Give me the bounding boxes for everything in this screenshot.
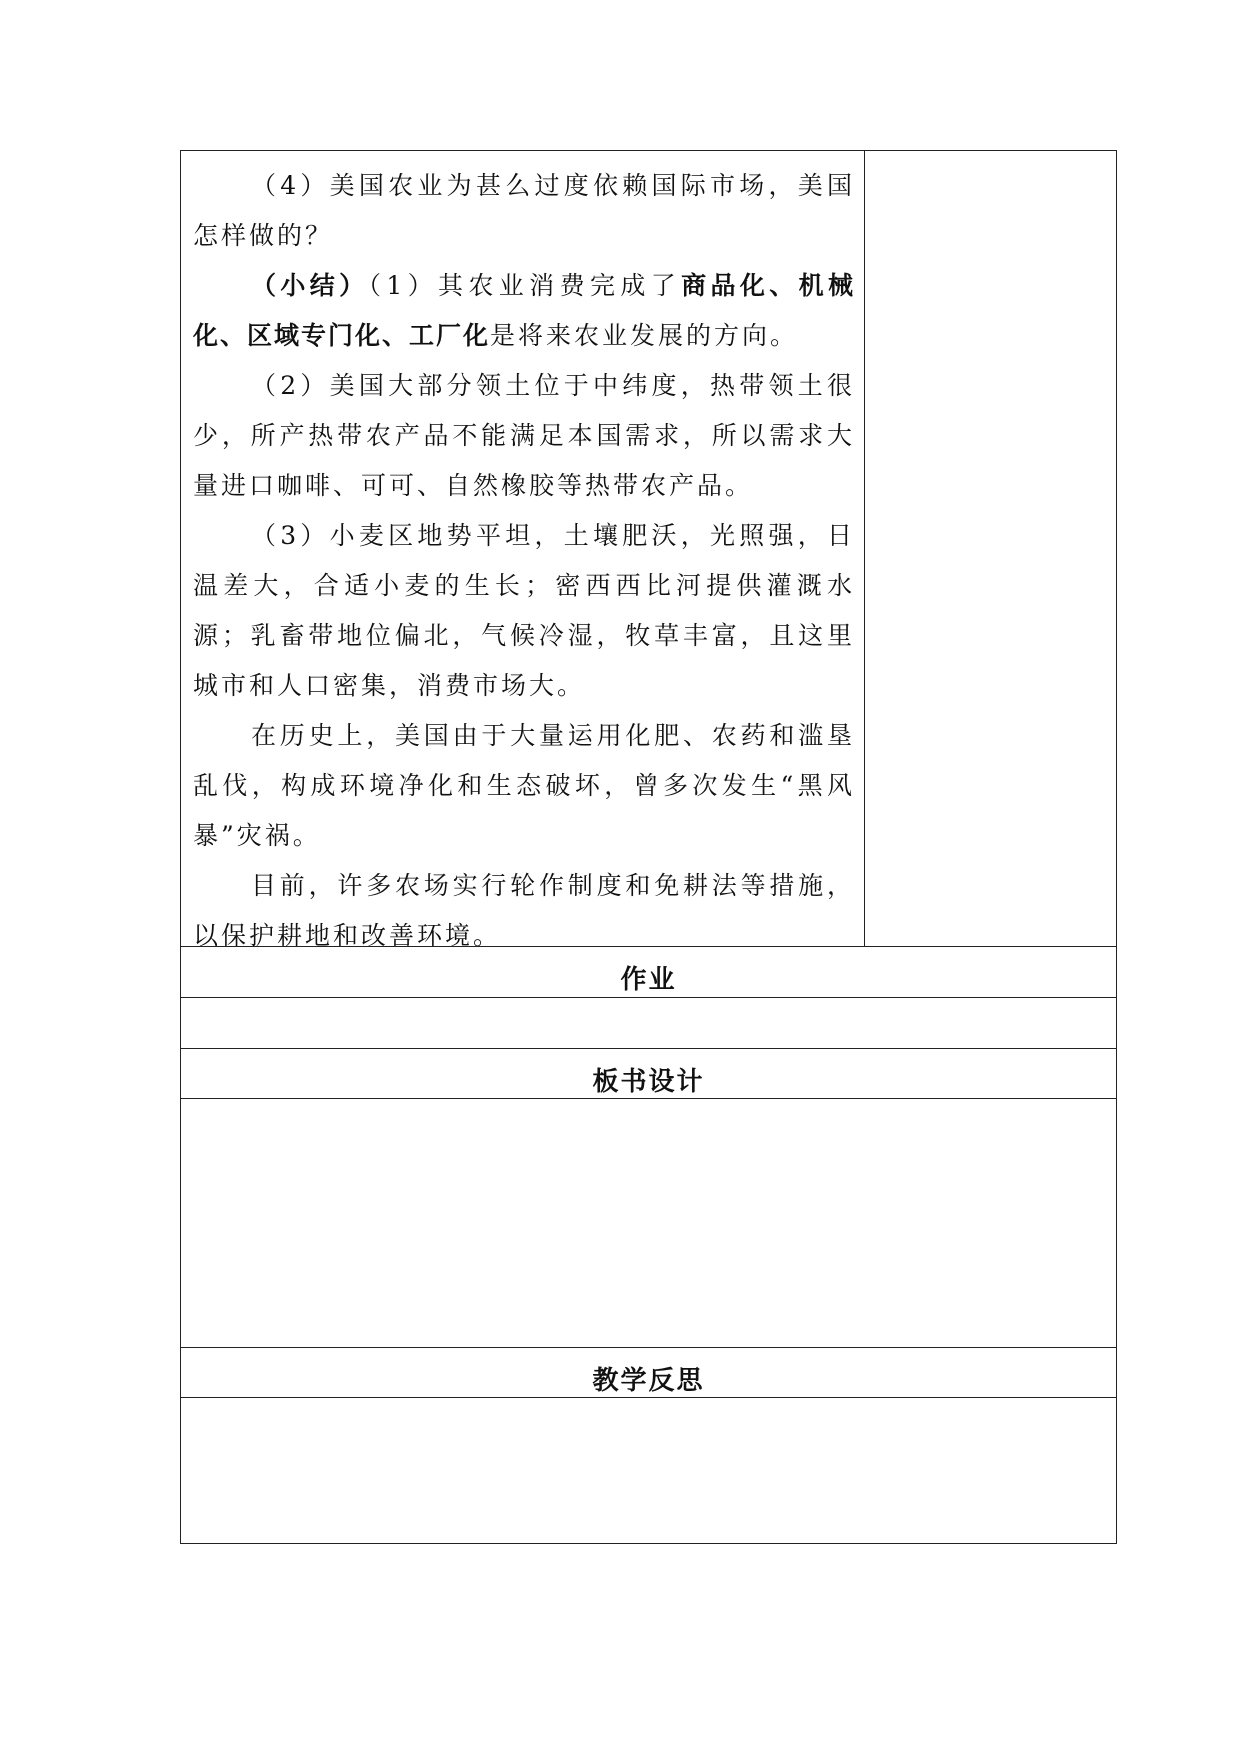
row-divider <box>181 1098 1116 1099</box>
homework-heading: 作业 <box>620 965 677 995</box>
row-divider <box>181 1347 1116 1348</box>
lesson-content-cell <box>193 161 855 961</box>
row-divider <box>181 1397 1116 1398</box>
summary-1-suffix: 是将来农业发展的方向。 <box>490 321 799 350</box>
present-paragraph: 目前，许多农场实行轮作制度和免耕法等措施，以保护耕地和改善环境。 <box>193 871 855 950</box>
question-4: （4）美国农业为甚么过度依赖国际市场，美国怎样做的？ <box>193 171 855 250</box>
lesson-plan-table <box>180 150 1117 1544</box>
row-divider <box>181 997 1116 998</box>
summary-1-prefix: （1）其农业消费完成了 <box>368 271 682 300</box>
column-divider <box>864 151 865 946</box>
summary-1 <box>193 261 855 361</box>
summary-label: （小结） <box>251 271 369 300</box>
board-design-heading: 板书设计 <box>592 1067 705 1097</box>
row-divider <box>181 1048 1116 1049</box>
summary-1-bold: 商品化、机械化、区域专门化、工厂化 <box>193 271 855 350</box>
summary-2: （2）美国大部分领土位于中纬度，热带领土很少，所产热带农产品不能满足本国需求，所以需求大量进口咖啡、可可、自然橡胶等热带农产品。 <box>193 371 855 500</box>
history-paragraph: 在历史上，美国由于大量运用化肥、农药和滥垦乱伐，构成环境净化和生态破坏，曾多次发生“黑风暴”灾祸。 <box>193 721 855 850</box>
reflection-heading: 教学反思 <box>592 1366 705 1396</box>
row-divider <box>181 946 1116 947</box>
summary-3: （3）小麦区地势平坦，土壤肥沃，光照强，日温差大，合适小麦的生长；密西西比河提供灌溉水源；乳畜带地位偏北，气候冷湿，牧草丰富，且这里城市和人口密集，消费市场大。 <box>193 521 855 700</box>
